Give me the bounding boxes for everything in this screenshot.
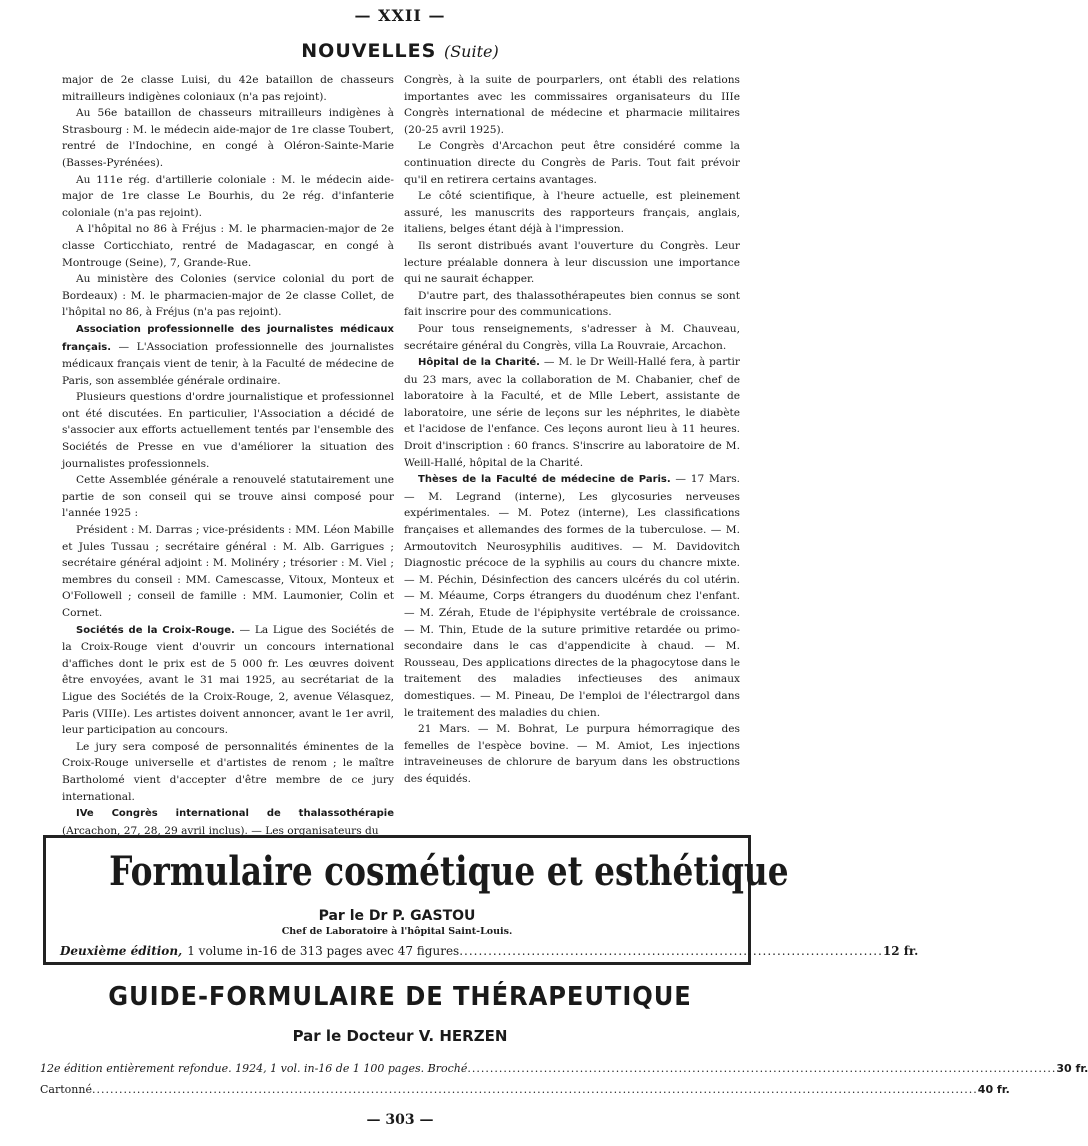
- news-heading: Sociétés de la Croix-Rouge.: [76, 624, 235, 636]
- ad-price: 12 fr.: [882, 944, 919, 958]
- ad-affiliation: Chef de Laboratoire à l'hôpital Saint-Louis.: [281, 926, 513, 937]
- news-heading: IVe Congrès international de thalassothérapie: [76, 808, 394, 820]
- news-body: (Arcachon, 27, 28, 29 avril inclus). — Les organisateurs du: [62, 824, 379, 837]
- paragraph: Cette Assemblée générale a renouvelé statutairement une partie de son conseil qui se trouve ainsi composé pour l'année 1925 :: [62, 474, 394, 520]
- leader-dots: ...................................................................................................................................: [467, 1062, 1057, 1075]
- paragraph: Le côté scientifique, à l'heure actuelle, est pleinement assuré, les manuscrits des rapporteurs français, anglais, italiens, belges étant déjà à l'impression.: [404, 190, 740, 236]
- section-title-suffix: (Suite): [443, 42, 499, 61]
- ad-guide-author: Par le Docteur V. HERZEN: [292, 1027, 508, 1045]
- ad-guide-price: 40 fr.: [977, 1083, 1010, 1096]
- section-title: [0, 40, 800, 62]
- paragraph: A l'hôpital no 86 à Fréjus : M. le pharmacien-major de 2e classe Corticchiato, rentré de Madagascar, en congé à Montrouge (Seine), 7, Grande-Rue.: [62, 223, 394, 269]
- paragraph: major de 2e classe Luisi, du 42e bataillon de chasseurs mitrailleurs indigènes coloniaux (n'a pas rejoint).: [62, 74, 394, 103]
- paragraph: Ils seront distribués avant l'ouverture du Congrès. Leur lecture préalable donnera à leur discussion une importance qui ne saurait échapper.: [404, 239, 740, 286]
- paragraph: Président : M. Darras ; vice-présidents : MM. Léon Mabille et Jules Tussau ; secrétaire général : M. Alb. Garrigues ; secrétaire général adjoint : M. Molinéry ; trésorier : M. Viel ; membres du conseil : MM. Camescasse, Vitoux, Monteux et O'Followell ; conseil de famille : MM. Laumonier, Colin et Cornet.: [62, 524, 394, 619]
- news-heading: Thèses de la Faculté de médecine de Paris.: [418, 474, 671, 486]
- ad-title: Formulaire cosmétique et esthétique: [109, 848, 789, 895]
- leader-dots: ........................................................................................: [459, 944, 883, 958]
- ad-guide-label: 12e édition entièrement refondue. 1924, 1 vol. in-16 de 1 100 pages. Broché: [40, 1062, 468, 1075]
- ad-guide-label: Cartonné: [40, 1083, 92, 1096]
- ad-guide-title: GUIDE-FORMULAIRE DE THÉRAPEUTIQUE: [108, 982, 692, 1012]
- paragraph: Au ministère des Colonies (service colonial du port de Bordeaux) : M. le pharmacien-major de 2e classe Collet, de l'hôpital no 86, à Fréjus (n'a pas rejoint).: [62, 273, 394, 319]
- ad-edition: Deuxième édition,: [60, 944, 183, 958]
- paragraph: Le jury sera composé de personnalités éminentes de la Croix-Rouge universelle et d'artistes de renom ; le maître Bartholomé vient d'accepter d'être membre de ce jury international.: [62, 740, 394, 803]
- advertisement-formulaire: [43, 835, 919, 965]
- news-heading: Hôpital de la Charité.: [418, 357, 540, 369]
- ad-detail: 1 volume in-16 de 313 pages avec 47 figures: [187, 944, 460, 958]
- section-title-text: NOUVELLES: [301, 40, 437, 62]
- ad-guide-row: [40, 1062, 1088, 1075]
- news-heading: Association professionnelle des journalistes médicaux français.: [62, 323, 394, 353]
- paragraph: 21 Mars. — M. Bohrat, Le purpura hémorragique des femelles de l'espèce bovine. — M. Amiot, Les injections intraveineuses de chlorure de baryum dans les obstructions des équidés.: [404, 723, 740, 785]
- paragraph: Le Congrès d'Arcachon peut être considéré comme la continuation directe du Congrès de Paris. Tout fait prévoir qu'il en retirera certains avantages.: [404, 140, 740, 186]
- paragraph: Congrès, à la suite de pourparlers, ont établi des relations importantes avec les commissaires organisateurs du IIIe Congrès international de médecine et pharmacie militaires (20-25 avril 1925).: [404, 74, 740, 136]
- paragraph: [404, 354, 740, 471]
- page-roman-number: — XXII —: [354, 6, 446, 25]
- ad-guide-price: 30 fr.: [1056, 1062, 1088, 1075]
- news-body: — La Ligue des Sociétés de la Croix-Rouge vient d'ouvrir un concours international d'affiches dont le prix est de 5 000 fr. Les œuvres doivent être envoyées, avant le 31 mai 1925, au secrétariat de la Ligue des Sociétés de la Croix-Rouge, 2, avenue Vélasquez, Paris (VIIIe). Les artistes doivent annoncer, avant le 1er avril, leur participation au concours.: [62, 623, 394, 737]
- paragraph: Au 56e bataillon de chasseurs mitrailleurs indigènes à Strasbourg : M. le médecin aide-major de 1re classe Toubert, rentré de l'Indochine, en congé à Oléron-Sainte-Marie (Basses-Pyrénées).: [62, 107, 394, 169]
- news-body: — 17 Mars. — M. Legrand (interne), Les glycosuries nerveuses expérimentales. — M. Potez (interne), Les classifications françaises et allemandes des formes de la tuberculose. — M. Armoutovitch Neurosyphilis auditives. — M. Davidovitch Diagnostic précoce de la syphilis au cours du chancre mixte. — M. Péchin, Désinfection des cancers ulcérés du col utérin. — M. Méaume, Corps étrangers du duodénum chez l'enfant. — M. Zérah, Etude de l'épiphysite vertébrale de croissance. — M. Thin, Etude de la suture primitive retardée ou primo-secondaire dans le cas d'appendicite à chaud. — M. Rousseau, Des applications directes de la phagocytose dans le traitement des maladies infectieuses des animaux domestiques. — M. Pineau, De l'emploi de l'électrargol dans le traitement des maladies du chien.: [404, 473, 740, 719]
- paragraph: Au 111e rég. d'artillerie coloniale : M. le médecin aide-major de 1re classe Le Bourhis, du 2e rég. d'infanterie coloniale (n'a pas rejoint).: [62, 173, 394, 219]
- right-column: [404, 72, 740, 788]
- page-number: — 303 —: [366, 1112, 434, 1128]
- paragraph: [404, 471, 740, 721]
- paragraph: [62, 321, 394, 389]
- leader-dots: .....................................................................................................................................................................................................: [91, 1083, 978, 1096]
- paragraph: Plusieurs questions d'ordre journalistique et professionnel ont été discutées. En particulier, l'Association a décidé de s'associer aux efforts actuellement tentés par l'ensemble des Sociétés de Presse en vue d'améliorer la situation des journalistes professionnels.: [62, 391, 394, 470]
- left-column: [62, 72, 394, 839]
- paragraph: D'autre part, des thalassothérapeutes bien connus se sont fait inscrire pour des communications.: [404, 289, 740, 319]
- paragraph: Pour tous renseignements, s'adresser à M. Chauveau, secrétaire général du Congrès, villa La Rouvraie, Arcachon.: [404, 322, 740, 352]
- ad-guide-row: [40, 1083, 1010, 1096]
- news-body: — M. le Dr Weill-Hallé fera, à partir du 23 mars, avec la collaboration de M. Chabanier, chef de laboratoire à la Faculté, et de Mlle Lebert, assistante de laboratoire, une série de leçons sur les néphrites, le diabète et l'acidose de l'enfance. Ces leçons auront lieu à 11 heures. Droit d'inscription : 60 francs. S'inscrire au laboratoire de M. Weill-Hallé, hôpital de la Charité.: [404, 356, 740, 469]
- ad-author: Par le Dr P. GASTOU: [318, 908, 476, 924]
- news-body: — L'Association professionnelle des journalistes médicaux français vient de tenir, à la Faculté de médecine de Paris, son assemblée générale ordinaire.: [62, 340, 394, 387]
- ad-edition-line: [60, 944, 919, 958]
- paragraph: [62, 622, 394, 739]
